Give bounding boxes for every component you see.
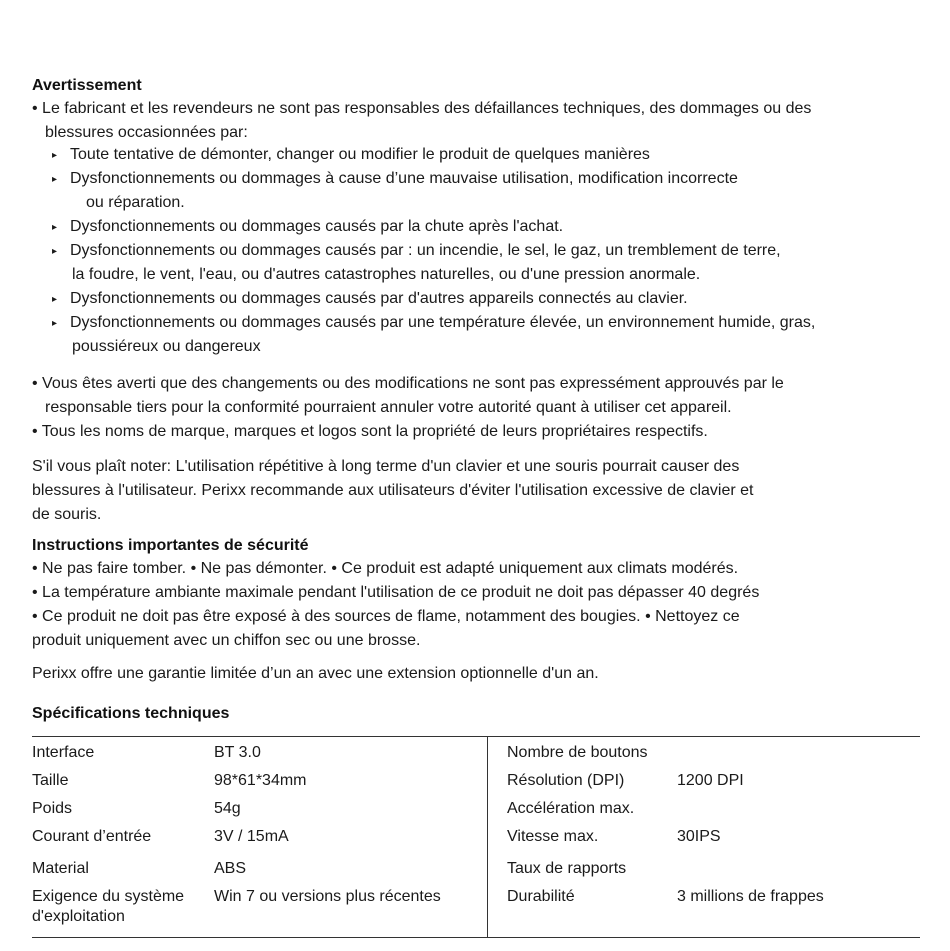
trademark-line: • Tous les noms de marque, marques et logos sont la propriété de leurs propriétaires respectifs. — [32, 423, 708, 440]
spec-label: Poids — [32, 800, 73, 817]
warning-intro-line-1: • Le fabricant et les revendeurs ne sont pas responsables des défaillances techniques, des dommages ou des — [32, 100, 812, 117]
spec-label-continuation: d'exploitation — [32, 908, 125, 925]
triangle-bullet-icon: ▸ — [52, 294, 58, 305]
triangle-bullet-icon: ▸ — [52, 246, 58, 257]
spec-label: Résolution (DPI) — [507, 772, 625, 789]
triangle-bullet-icon: ▸ — [52, 174, 58, 185]
spec-label: Material — [32, 860, 89, 877]
spec-label: Exigence du système — [32, 888, 185, 905]
safety-line-2: • La température ambiante maximale pendant l'utilisation de ce produit ne doit pas dépasser 40 degrés — [32, 584, 760, 601]
triangle-bullet-icon: ▸ — [52, 318, 58, 329]
warning-title: Avertissement — [32, 77, 142, 94]
safety-line-3: • Ce produit ne doit pas être exposé à des sources de flame, notamment des bougies. • Nettoyez ce — [32, 608, 740, 625]
note-line-1: S'il vous plaît noter: L'utilisation répétitive à long terme d'un clavier et une souris pourrait causer des — [32, 458, 740, 475]
spec-label: Nombre de boutons — [507, 744, 648, 761]
warning-item: ▸ Dysfonctionnements ou dommages causés par : un incendie, le sel, le gaz, un tremblement de terre, — [52, 239, 781, 264]
spec-value: 3 millions de frappes — [677, 888, 824, 905]
specs-title: Spécifications techniques — [32, 705, 230, 722]
safety-line-4: produit uniquement avec un chiffon sec ou une brosse. — [32, 632, 421, 649]
spec-value: Win 7 ou versions plus récentes — [214, 888, 441, 905]
spec-label: Taux de rapports — [507, 860, 627, 877]
safety-line-1: • Ne pas faire tomber. • Ne pas démonter. • Ce produit est adapté uniquement aux climats modérés. — [32, 560, 739, 577]
spec-label: Accélération max. — [507, 800, 635, 817]
warning-item: ▸ Dysfonctionnements ou dommages causés par une température élevée, un environnement humide, gras, — [52, 311, 815, 336]
triangle-bullet-icon: ▸ — [52, 222, 58, 233]
note-line-2: blessures à l'utilisateur. Perixx recommande aux utilisateurs d'éviter l'utilisation excessive de clavier et — [32, 482, 754, 499]
spec-label: Interface — [32, 744, 95, 761]
spec-label: Durabilité — [507, 888, 575, 905]
notice-line-2: responsable tiers pour la conformité pourraient annuler votre autorité quant à utiliser cet appareil. — [45, 399, 732, 416]
spec-value: BT 3.0 — [214, 744, 261, 761]
warning-item: ▸ Toute tentative de démonter, changer ou modifier le produit de quelques manières — [52, 143, 650, 168]
spec-value: 1200 DPI — [677, 772, 744, 789]
warning-item: ▸ Dysfonctionnements ou dommages causés par d'autres appareils connectés au clavier. — [52, 287, 688, 312]
spec-label: Vitesse max. — [507, 828, 599, 845]
warning-item: ▸ Dysfonctionnements ou dommages à cause d’une mauvaise utilisation, modification incorrecte — [52, 167, 738, 192]
spec-value: 98*61*34mm — [214, 772, 307, 789]
warning-item: ▸ Dysfonctionnements ou dommages causés par la chute après l'achat. — [52, 215, 563, 240]
table-column-divider — [487, 736, 488, 938]
warning-item-continuation: la foudre, le vent, l'eau, ou d'autres catastrophes naturelles, ou d'une pression anormale. — [72, 266, 701, 283]
spec-value: 30IPS — [677, 828, 721, 845]
spec-label: Taille — [32, 772, 69, 789]
note-line-3: de souris. — [32, 506, 102, 523]
spec-value: 54g — [214, 800, 241, 817]
warranty-line: Perixx offre une garantie limitée d’un an avec une extension optionnelle d'un an. — [32, 665, 599, 682]
warning-item-continuation: poussiéreux ou dangereux — [72, 338, 261, 355]
warning-intro-line-2: blessures occasionnées par: — [45, 124, 248, 141]
spec-value: 3V / 15mA — [214, 828, 289, 845]
notice-line-1: • Vous êtes averti que des changements ou des modifications ne sont pas expressément approuvés par le — [32, 375, 784, 392]
table-bottom-rule — [32, 937, 920, 938]
warning-item-continuation: ou réparation. — [86, 194, 185, 211]
spec-label: Courant d’entrée — [32, 828, 152, 845]
spec-value: ABS — [214, 860, 247, 877]
safety-title: Instructions importantes de sécurité — [32, 537, 309, 554]
table-top-rule — [32, 736, 920, 737]
triangle-bullet-icon: ▸ — [52, 150, 58, 161]
